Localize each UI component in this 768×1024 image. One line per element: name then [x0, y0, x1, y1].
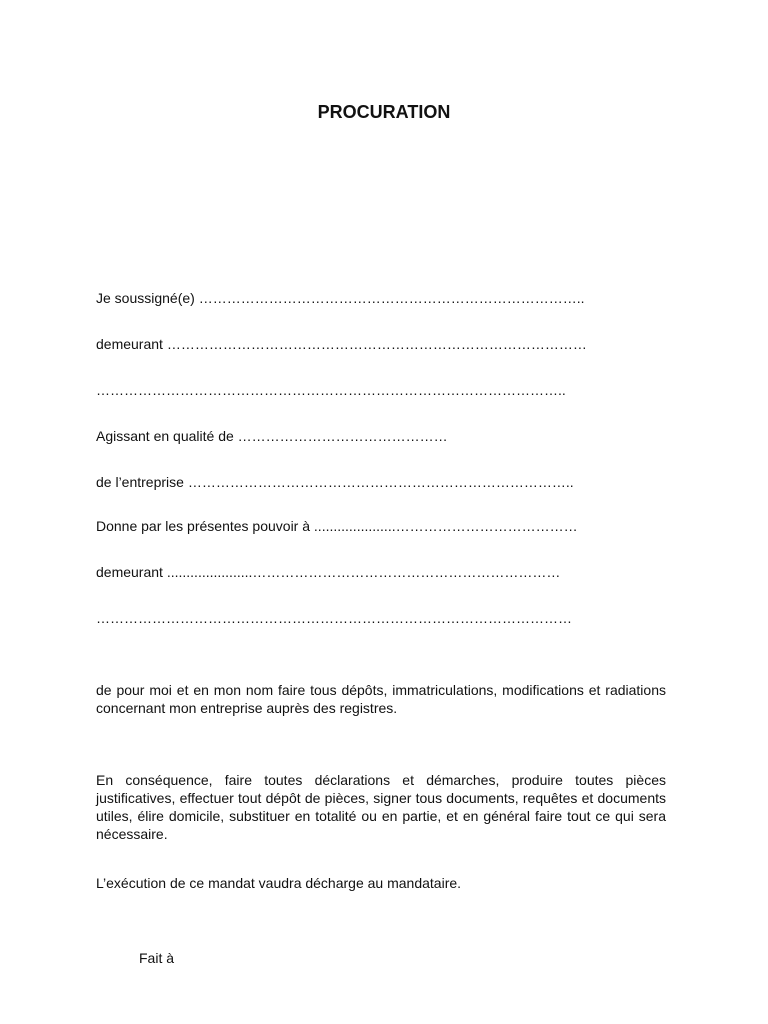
document-title: PROCURATION	[317, 102, 451, 122]
field-demeurant: demeurant ………………………………………………………………………………	[96, 336, 587, 352]
field-entreprise: de l’entreprise ………………………………………………………………………..	[96, 474, 574, 490]
field-address-continued: ………………………………………………………………………………………..	[96, 382, 566, 398]
closing-fait-a: Fait à	[139, 950, 175, 966]
paragraph-mandate-scope: de pour moi et en mon nom faire tous dépôts, immatriculations, modifications et radiations concernant mon entreprise auprès des registres.	[96, 682, 666, 716]
field-qualite: Agissant en qualité de ………………………………………	[96, 428, 448, 444]
field-mandataire-address-continued: …………………………………………………………………………………………	[96, 610, 572, 626]
paragraph-consequence: En conséquence, faire toutes déclarations et démarches, produire toutes pièces justificatives, effectuer tout dépôt de pièces, signer tous documents, requêtes et documents utiles, élire domicile, substituer en totalité ou en partie, et en général faire tout ce qui sera nécessaire.	[96, 772, 666, 842]
paragraph-decharge: L’exécution de ce mandat vaudra décharge au mandataire.	[96, 875, 462, 891]
field-mandataire: Donne par les présentes pouvoir à .....................…………………………………	[96, 518, 578, 534]
field-soussigne: Je soussigné(e) ………………………………………………………………………..	[96, 290, 585, 306]
field-mandataire-demeurant: demeurant ......................…………………………………………………………	[96, 564, 561, 580]
